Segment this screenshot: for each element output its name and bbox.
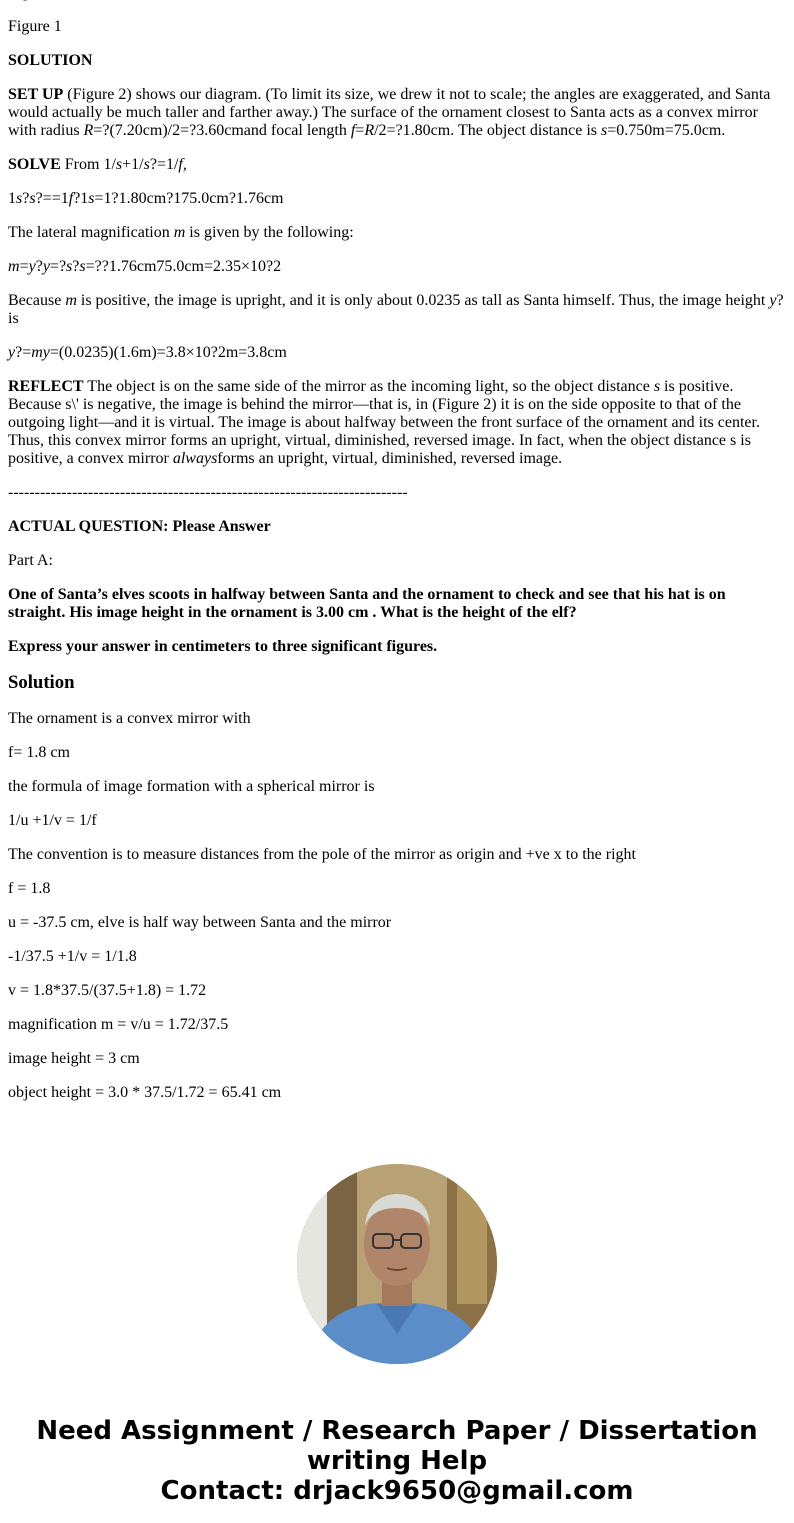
magnification-paragraph: The lateral magnification m is given by the following:	[8, 224, 354, 241]
question-part: Part A:	[8, 552, 53, 569]
answer-line: v = 1.8*37.5/(37.5+1.8) = 1.72	[8, 982, 207, 999]
answer-line: image height = 3 cm	[8, 1050, 140, 1067]
equation-1: 1s?s?==1f?1s=1?1.80cm?175.0cm?1.76cm	[8, 190, 284, 207]
answer-line: object height = 3.0 * 37.5/1.72 = 65.41 cm	[8, 1084, 282, 1101]
answer-line: the formula of image formation with a spherical mirror is	[8, 778, 375, 795]
equation-3: y?=my=(0.0235)(1.6m)=3.8×10?2m=3.8cm	[8, 344, 287, 361]
footer-banner	[0, 1416, 794, 1506]
figure-label-cut	[8, 0, 786, 2]
answer-line: The ornament is a convex mirror with	[8, 710, 251, 727]
question-text: One of Santa’s elves scoots in halfway between Santa and the ornament to check and see that his hat is on straight. His image height in the ornament is 3.00 cm . What is the height of the elf?	[8, 586, 726, 621]
figure-label: Figure 1	[8, 18, 62, 35]
answer-line: -1/37.5 +1/v = 1/1.8	[8, 948, 137, 965]
reflect-paragraph: REFLECT The object is on the same side of the mirror as the incoming light, so the object distance s is positive. Because s\' is negative, the image is behind the mirror—that is, in (Figure 2) it is on the side opposite to that of the outgoing light—and it is virtual. The image is about halfway between the front surface of the ornament and its center. Thus, this convex mirror forms an upright, virtual, diminished, reversed image. In fact, when the object distance s is positive, a convex mirror alwaysforms an upright, virtual, diminished, reversed image.	[8, 378, 760, 467]
answer-line: f= 1.8 cm	[8, 744, 70, 761]
equation-2: m=y?y=?s?s=??1.76cm75.0cm=2.35×10?2	[8, 258, 282, 275]
answer-line: 1/u +1/v = 1/f	[8, 812, 97, 829]
tutor-portrait-image	[297, 1164, 497, 1364]
solve-paragraph: SOLVE From 1/s+1/s?=1/f,	[8, 156, 187, 173]
solution-heading: SOLUTION	[8, 52, 93, 69]
setup-paragraph: SET UP (Figure 2) shows our diagram. (To limit its size, we drew it not to scale; the angles are exaggerated, and Santa would actually be much taller and farther away.) The surface of the ornament closest to Santa acts as a convex mirror with radius R=?(7.20cm)/2=?3.60cmand focal length f=R/2=?1.80cm. The object distance is s=0.750m=75.0cm.	[8, 86, 771, 139]
footer-contact-text: Contact: drjack9650@gmail.com	[160, 1476, 634, 1506]
answer-line: f = 1.8	[8, 880, 51, 897]
footer-help-text: Need Assignment / Research Paper / Dissertation writing Help	[36, 1416, 758, 1476]
divider-line: ---------------------------------------------------------------------------	[8, 484, 408, 501]
answer-line: u = -37.5 cm, elve is half way between Santa and the mirror	[8, 914, 392, 931]
answer-line: The convention is to measure distances from the pole of the mirror as origin and +ve x to the right	[8, 846, 636, 863]
because-paragraph: Because m is positive, the image is upright, and it is only about 0.0235 as tall as Santa himself. Thus, the image height y? is	[8, 292, 784, 327]
answer-line: magnification m = v/u = 1.72/37.5	[8, 1016, 229, 1033]
question-instruction: Express your answer in centimeters to three significant figures.	[8, 638, 438, 655]
avatar	[297, 1164, 497, 1364]
avatar-container	[0, 1164, 794, 1364]
answer-heading: Solution	[8, 672, 75, 693]
question-heading: ACTUAL QUESTION: Please Answer	[8, 518, 271, 535]
